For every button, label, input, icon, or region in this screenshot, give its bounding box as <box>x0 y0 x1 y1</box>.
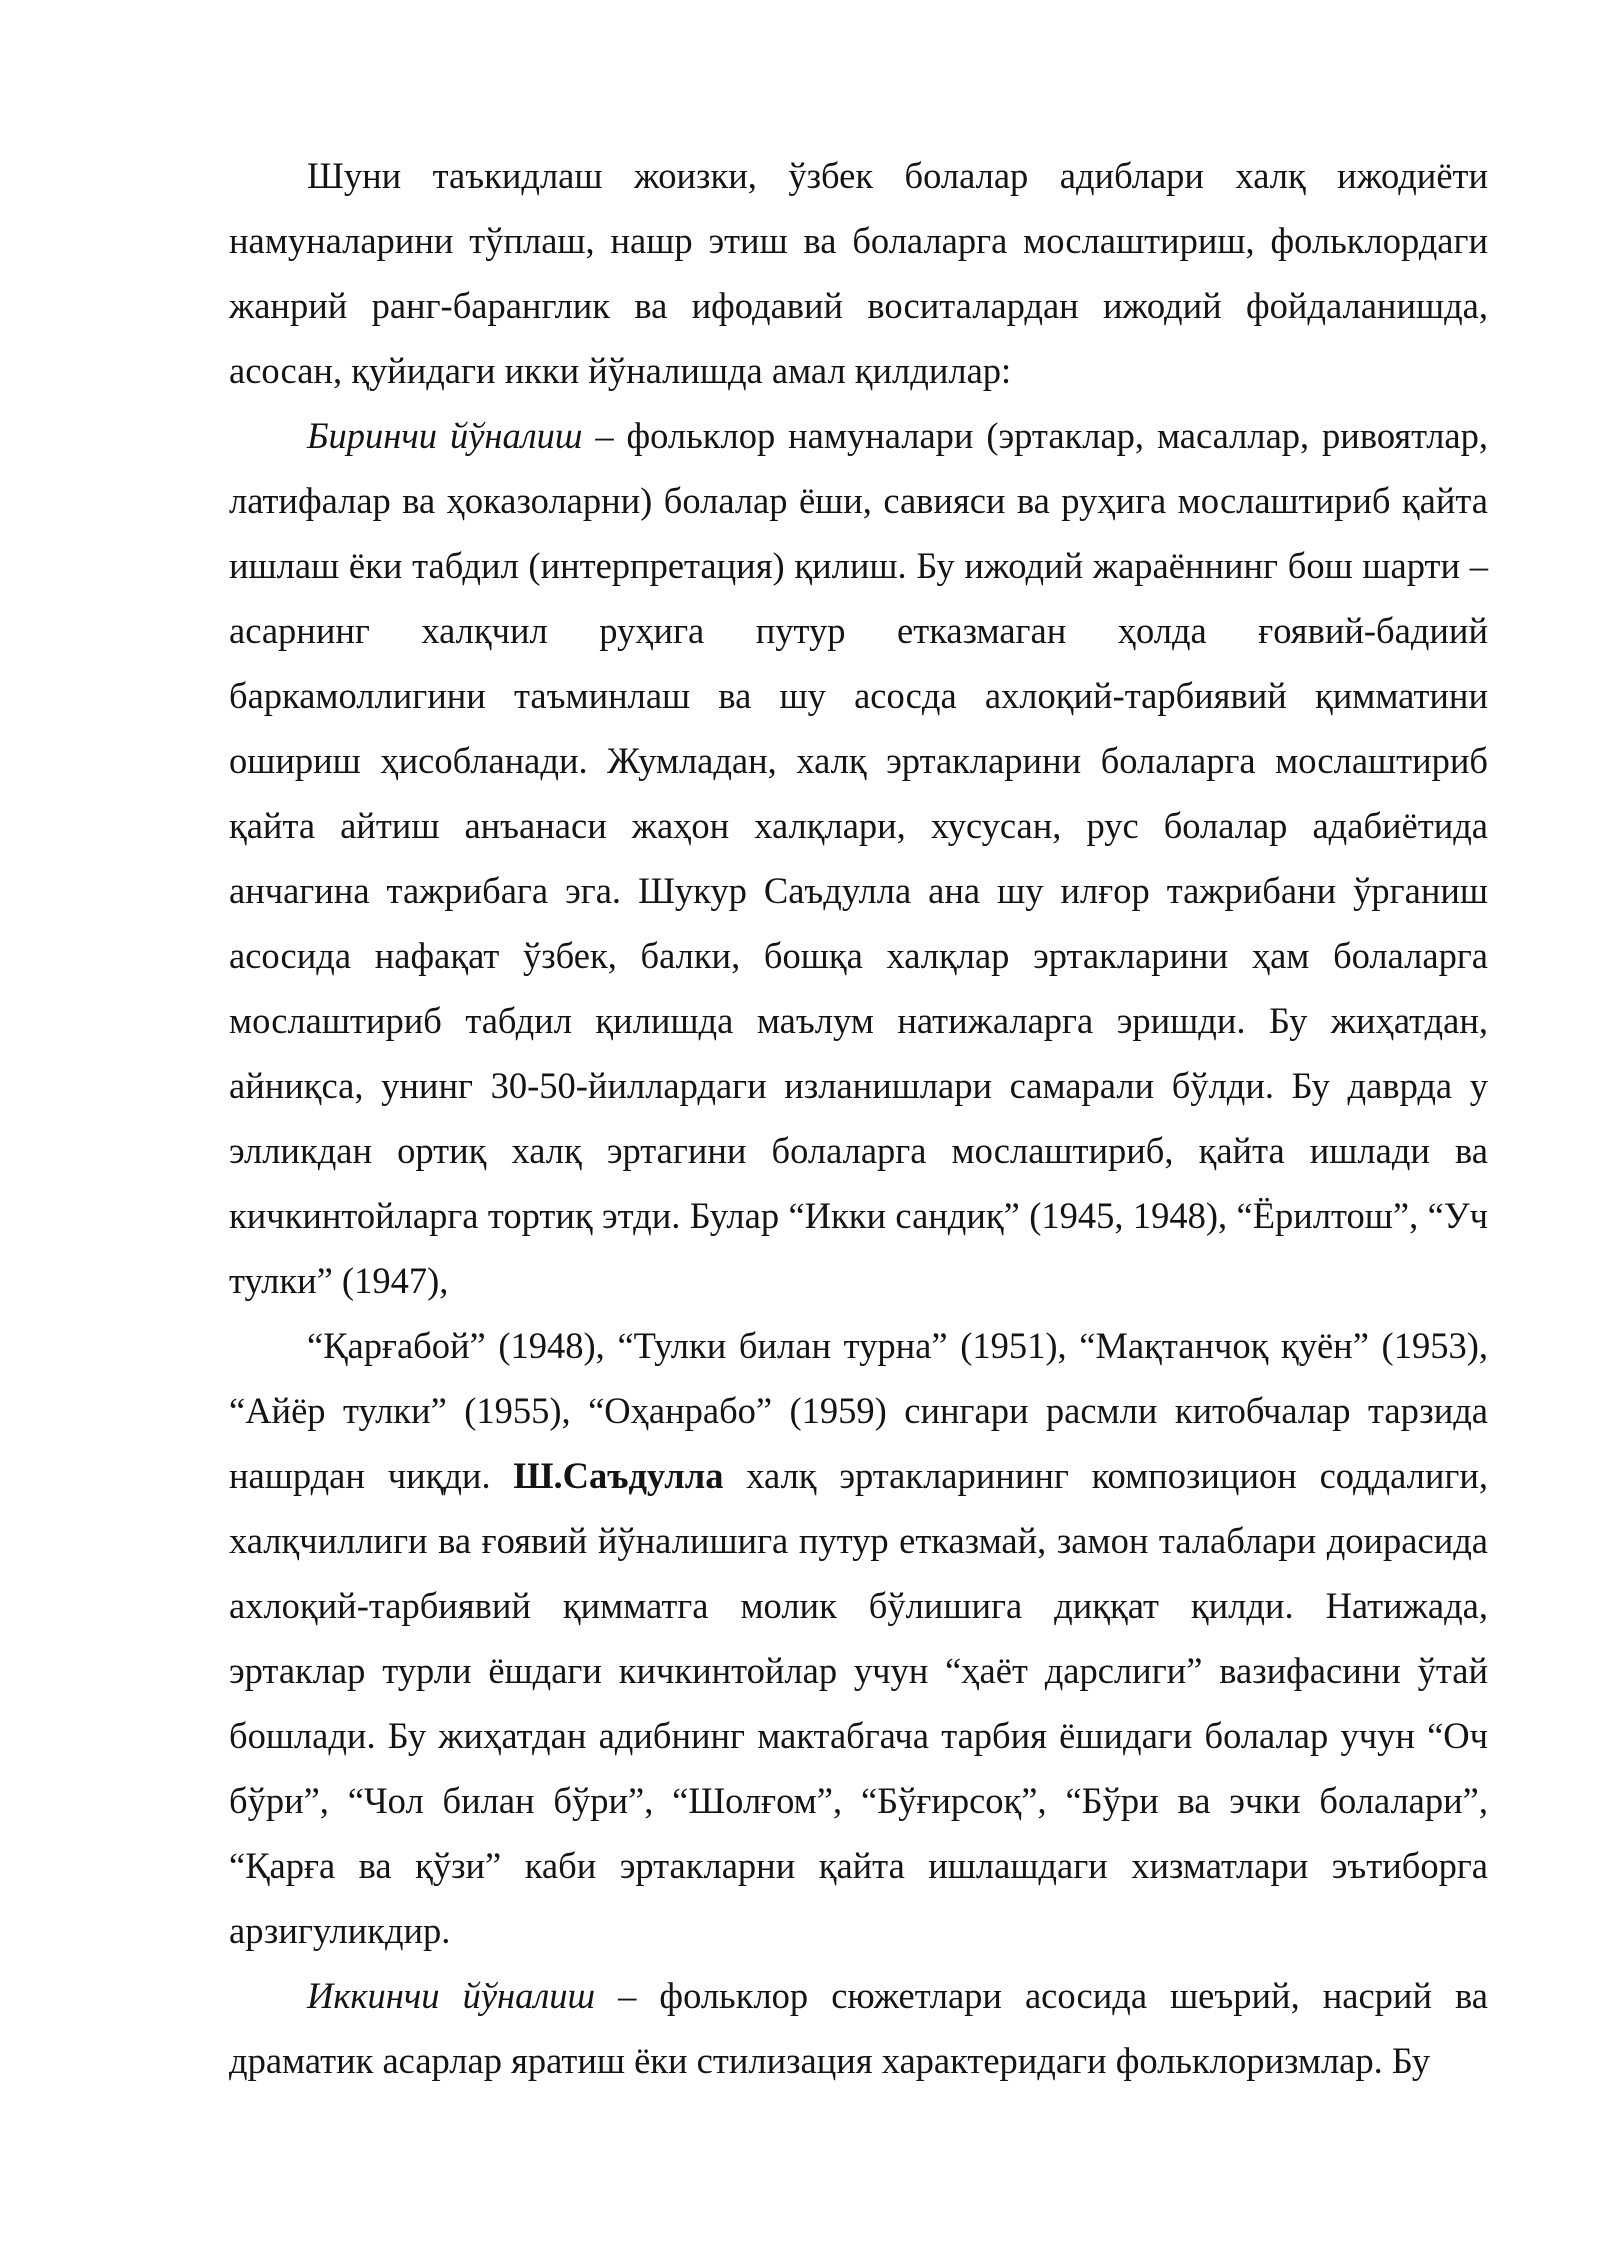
document-body <box>229 143 1488 2093</box>
second-direction-heading: Иккинчи йўналиш <box>307 1975 596 2016</box>
first-direction-text: – фольклор намуналари (эртаклар, масаллар, ривоятлар, латифалар ва ҳоказоларни) болалар ёши, савияси ва руҳига мослаштириб қайта ишлаш ёки табдил (интерпретация) қилиш. Бу ижодий жараённинг бош шарти – асарнинг халқчил руҳига путур етказмаган ҳолда ғоявий-бадиий баркамоллигини таъминлаш ва шу асосда ахлоқий-тарбиявий қимматини ошириш ҳисобланади. Жумладан, халқ эртакларини болаларга мослаштириб қайта айтиш анъанаси жаҳон халқлари, хусусан, рус болалар адабиётида анчагина тажрибага эга. Шукур Саъдулла ана шу илғор тажрибани ўрганиш асосида нафақат ўзбек, балки, бошқа халқлар эртакларини ҳам болаларга мослаштириб табдил қилишда маълум натижаларга эришди. Бу жиҳатдан, айниқса, унинг 30-50-йиллардаги изланишлари самарали бўлди. Бу даврда у элликдан ортиқ халқ эртагини болаларга мослаштириб, қайта ишлади ва кичкинтойларга тортиқ этди. Булар “Икки сандиқ” (1945, 1948), “Ёрилтош”, “Уч тулки” (1947), <box>229 415 1488 1301</box>
paragraph-book-list <box>229 1313 1488 1963</box>
book-list-text-before: “Қарғабой” (1948), “Тулки билан турна” (1951), “Мақтанчоқ қуён” (1953), “Айёр тулки” (1955), “Оҳанрабо” (1959) сингари расмли китобчалар тарзида нашрдан чиқди. <box>229 1325 1488 1496</box>
paragraph-intro-text: Шуни таъкидлаш жоизки, ўзбек болалар адиблари халқ ижодиёти намуналарини тўплаш, нашр этиш ва болаларга мослаштириш, фольклордаги жанрий ранг-баранглик ва ифодавий воситалардан ижодий фойдаланишда, асосан, қуйидаги икки йўналишда амал қилдилар: <box>229 155 1488 391</box>
paragraph-first-direction <box>229 403 1488 1313</box>
book-list-text-after: халқ эртакларининг композицион соддалиги, халқчиллиги ва ғоявий йўналишига путур етказмай, замон талаблари доирасида ахлоқий-тарбиявий қимматга молик бўлишига диққат қилди. Натижада, эртаклар турли ёшдаги кичкинтойлар учун “ҳаёт дарслиги” вазифасини ўтай бошлади. Бу жиҳатдан адибнинг мактабгача тарбия ёшидаги болалар учун “Оч бўри”, “Чол билан бўри”, “Шолғом”, “Бўғирсоқ”, “Бўри ва эчки болалари”, “Қарға ва қўзи” каби эртакларни қайта ишлашдаги хизматлари эътиборга арзигуликдир. <box>229 1455 1489 1951</box>
author-name-bold: Ш.Саъдулла <box>513 1455 724 1496</box>
first-direction-heading: Биринчи йўналиш <box>307 415 583 456</box>
paragraph-intro <box>229 143 1488 403</box>
second-direction-text: – фольклор сюжетлари асосида шеърий, насрий ва драматик асарлар яратиш ёки стилизация характеридаги фольклоризмлар. Бу <box>229 1975 1488 2081</box>
paragraph-second-direction <box>229 1963 1488 2093</box>
